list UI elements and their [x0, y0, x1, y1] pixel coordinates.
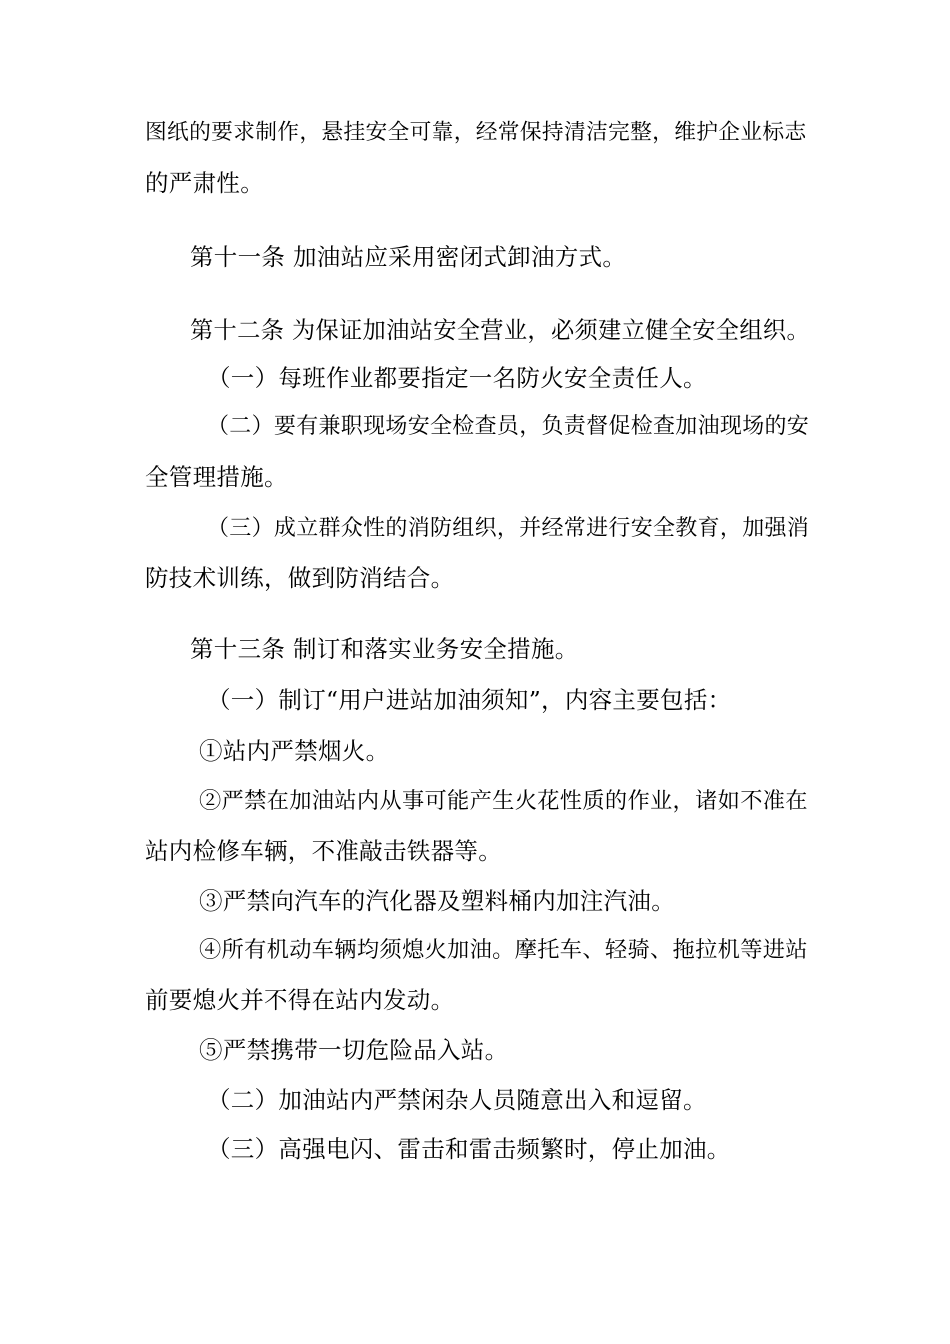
article-12-item-2-line-2: 全管理措施。 — [145, 463, 288, 491]
article-13-item-3: （三）高强电闪、雷击和雷击频繁时，停止加油。 — [207, 1135, 731, 1163]
article-13-rule-2-line-1: ②严禁在加油站内从事可能产生火花性质的作业，诸如不准在 — [199, 788, 808, 814]
article-12-item-2-line-1: （二）要有兼职现场安全检查员，负责督促检查加油现场的安 — [207, 414, 810, 439]
paragraph-continuation-line-1: 图纸的要求制作，悬挂安全可靠，经常保持清洁完整，维护企业标志 — [145, 120, 807, 145]
article-12-item-3-line-2: 防技术训练，做到防消结合。 — [145, 564, 455, 592]
article-12: 第十二条 为保证加油站安全营业，必须建立健全安全组织。 — [190, 317, 810, 344]
article-11: 第十一条 加油站应采用密闭式卸油方式。 — [190, 243, 627, 271]
article-13: 第十三条 制订和落实业务安全措施。 — [190, 635, 579, 663]
article-12-item-3-line-1: （三）成立群众性的消防组织，并经常进行安全教育，加强消 — [207, 516, 810, 541]
article-13-rule-4-line-1: ④所有机动车辆均须熄火加油。摩托车、轻骑、拖拉机等进站 — [199, 937, 808, 963]
paragraph-continuation-line-2: 的严肃性。 — [145, 169, 264, 197]
article-13-rule-1: ①站内严禁烟火。 — [199, 737, 390, 765]
article-13-rule-5: ⑤严禁携带一切危险品入站。 — [199, 1036, 509, 1064]
article-13-rule-2-line-2: 站内检修车辆，不准敲击铁器等。 — [145, 837, 502, 865]
article-13-rule-3: ③严禁向汽车的汽化器及塑料桶内加注汽油。 — [199, 887, 675, 915]
article-13-rule-4-line-2: 前要熄火并不得在站内发动。 — [145, 986, 455, 1014]
article-13-item-2: （二）加油站内严禁闲杂人员随意出入和逗留。 — [207, 1086, 707, 1114]
article-13-item-1: （一）制订“用户进站加油须知”，内容主要包括： — [207, 686, 732, 714]
article-12-item-1: （一）每班作业都要指定一名防火安全责任人。 — [207, 364, 707, 392]
